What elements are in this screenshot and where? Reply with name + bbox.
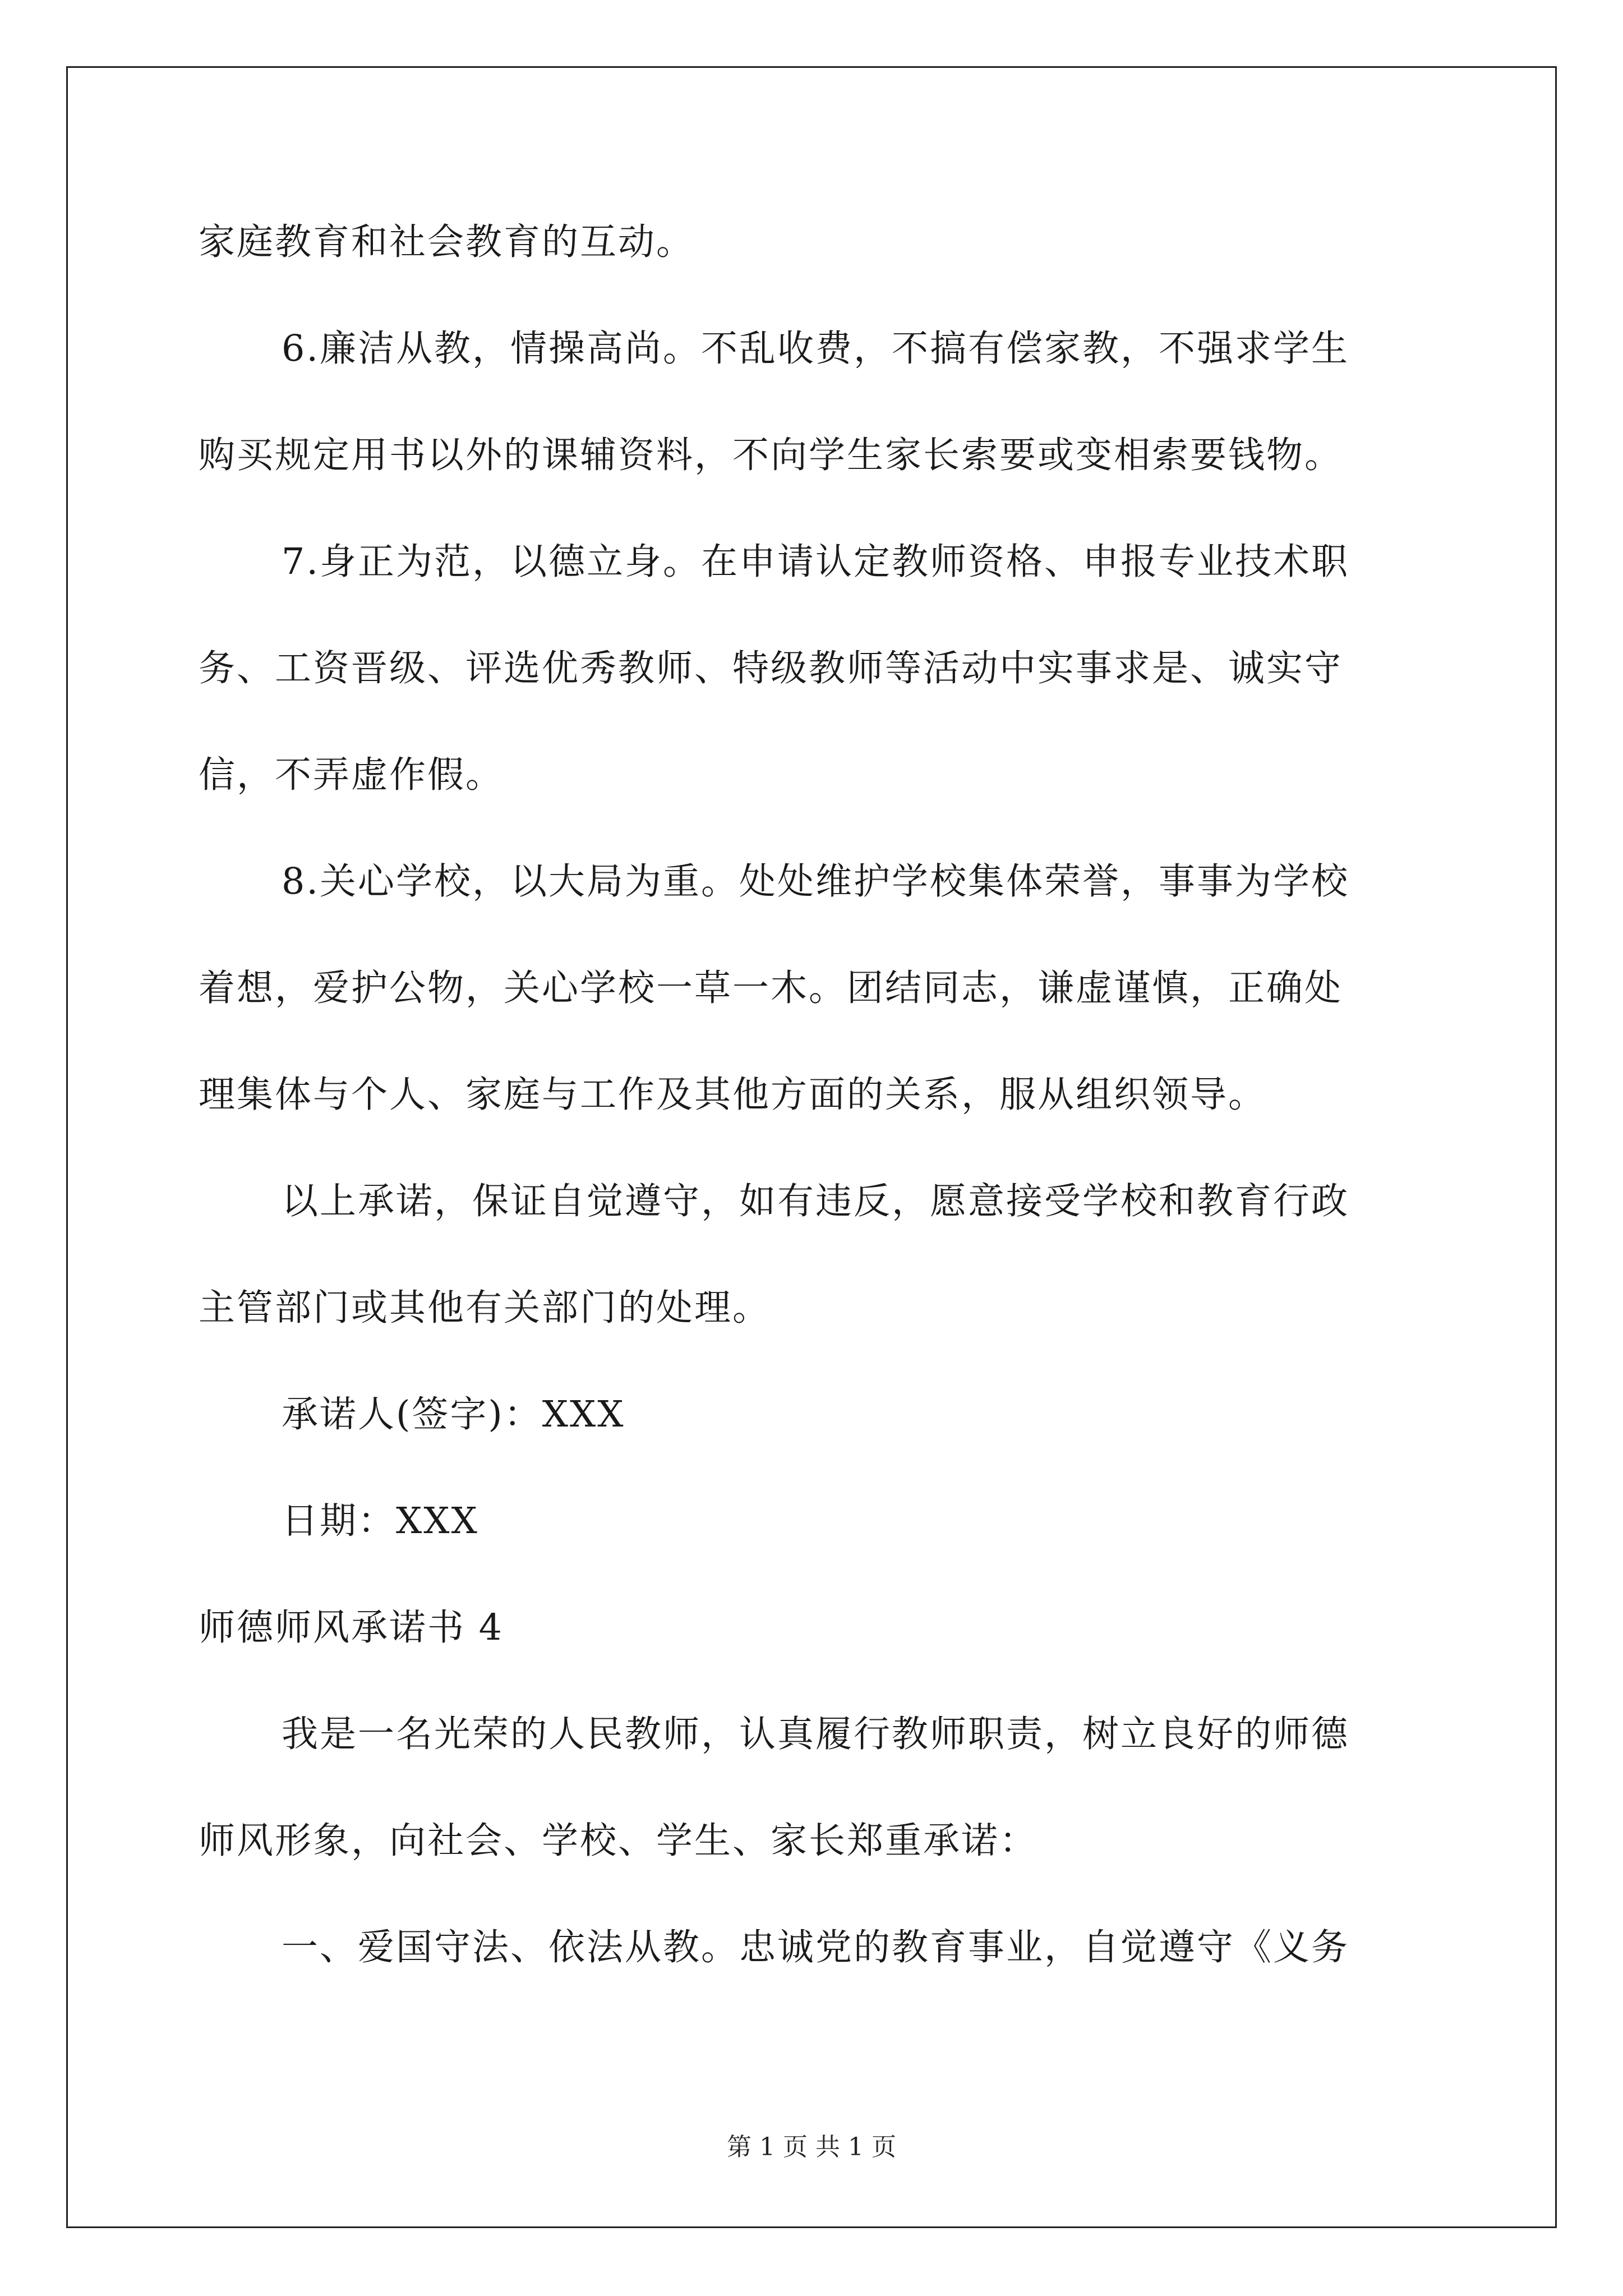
text-line: 一、爱国守法、依法从教。忠诚党的教育事业，自觉遵守《义务 <box>282 1926 1350 1968</box>
text-line: 8.关心学校，以大局为重。处处维护学校集体荣誉，事事为学校 <box>282 861 1350 903</box>
text-line: 购买规定用书以外的课辅资料，不向学生家长索要或变相索要钱物。 <box>199 434 1343 476</box>
text-line: 7.身正为范，以德立身。在申请认定教师资格、申报专业技术职 <box>282 541 1350 583</box>
text-line: 以上承诺，保证自觉遵守，如有违反，愿意接受学校和教育行政 <box>282 1180 1350 1222</box>
page-footer: 第 1 页 共 1 页 <box>727 2133 896 2161</box>
signature-line: 承诺人(签字)：XXX <box>282 1393 625 1435</box>
text-line: 家庭教育和社会教育的互动。 <box>199 221 695 263</box>
text-line: 理集体与个人、家庭与工作及其他方面的关系，服从组织领导。 <box>199 1074 1267 1116</box>
text-line: 师风形象，向社会、学校、学生、家长郑重承诺： <box>199 1820 1038 1862</box>
text-line: 我是一名光荣的人民教师，认真履行教师职责，树立良好的师德 <box>282 1713 1350 1755</box>
page-border <box>66 66 1557 2228</box>
text-line: 着想，爱护公物，关心学校一草一木。团结同志，谦虚谨慎，正确处 <box>199 967 1343 1009</box>
text-line: 6.廉洁从教，情操高尚。不乱收费，不搞有偿家教，不强求学生 <box>282 328 1350 370</box>
text-line: 主管部门或其他有关部门的处理。 <box>199 1287 771 1329</box>
text-line: 务、工资晋级、评选优秀教师、特级教师等活动中实事求是、诚实守 <box>199 647 1343 689</box>
section-heading: 师德师风承诺书 4 <box>199 1607 504 1649</box>
date-line: 日期：XXX <box>282 1500 479 1542</box>
text-line: 信，不弄虚作假。 <box>199 754 504 796</box>
